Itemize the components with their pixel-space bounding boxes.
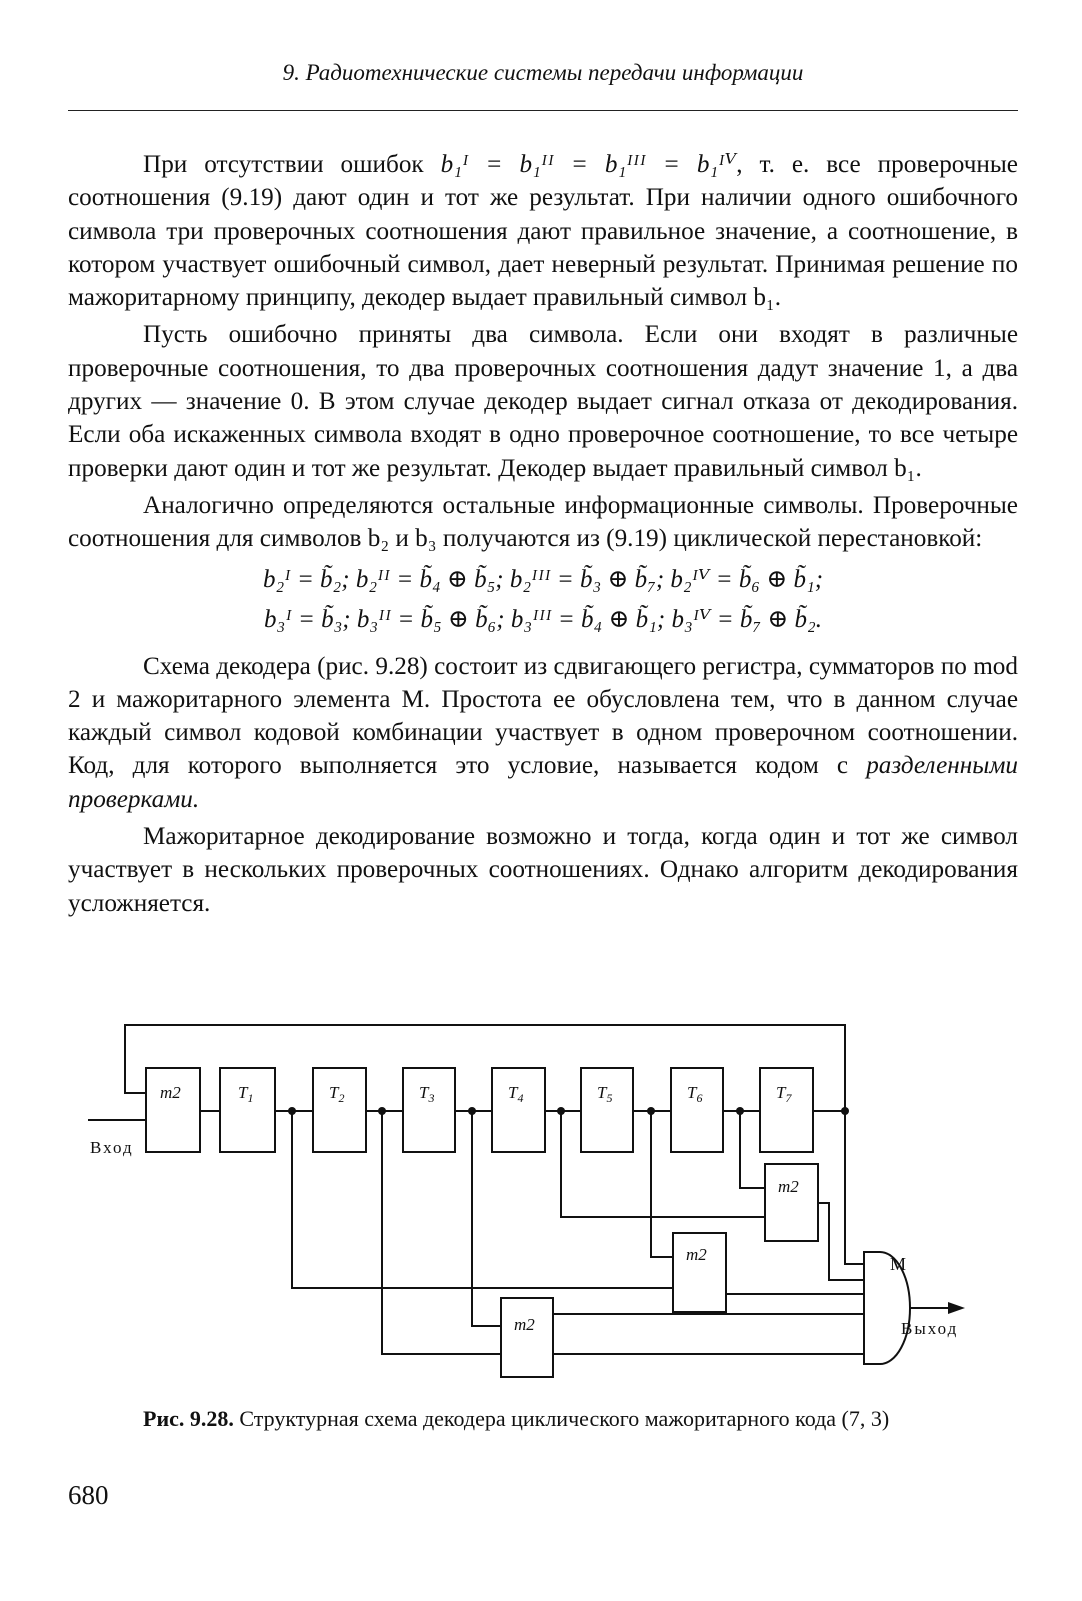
adder-3-label: m2 bbox=[514, 1315, 535, 1334]
input-adder-block bbox=[146, 1068, 200, 1152]
equation-block bbox=[68, 560, 1018, 640]
page-number: 680 bbox=[68, 1480, 109, 1510]
junction-dot bbox=[841, 1107, 849, 1115]
inline-equation: b₁ᴵ = b₁ᴵᴵ = b₁ᴵᴵᴵ = b₁ᴵⱽ bbox=[440, 151, 737, 178]
cell-label-t4: $T_4$ bbox=[508, 1083, 524, 1105]
paragraph-5: Мажоритарное декодирование возможно и тогда, когда один и тот же символ участвует в нескольких проверочных соотношениях. Однако алгоритм декодирования усложняется. bbox=[68, 823, 1018, 917]
caption-label: Рис. 9.28. bbox=[143, 1406, 234, 1431]
paragraph-3: Аналогично определяются остальные информационные символы. Проверочные соотношения для символов b₂ и b₃ получаются из (9.19) циклической перестановкой: bbox=[68, 491, 1018, 553]
register-cell-t7 bbox=[760, 1068, 813, 1152]
paragraph-4-text: Схема декодера (рис. 9.28) состоит из сдвигающего регистра, сумматоров по mod 2 и мажоритарного элемента М. Простота ее обусловлена тем, что в данном случае каждый символ кодовой комбинации участвует в одном проверочном соотношении. Код, для которого выполняется это условие, называется кодом с bbox=[68, 652, 1018, 780]
direct-b1-to-majority bbox=[845, 1111, 864, 1264]
junction-dot bbox=[647, 1107, 655, 1115]
junction-dot bbox=[468, 1107, 476, 1115]
running-head: 9. Радиотехнические системы передачи информации bbox=[282, 60, 804, 85]
output-label: Выход bbox=[901, 1319, 959, 1338]
junction-dot bbox=[378, 1107, 386, 1115]
cell-label-t2: $T_2$ bbox=[329, 1083, 345, 1105]
adder-1-label: m2 bbox=[778, 1177, 799, 1196]
paragraph-2: Пусть ошибочно приняты два символа. Если они входят в различные проверочные соотношения, то два проверочных соотношения дадут значение 1, а два других — значение 0. В этом случае декодер выдает сигнал отказа от декодирования. Если оба искаженных символа входят в одно проверочное соотношение, то все четыре проверки дают один и тот же результат. Декодер выдает правильный символ b₁. bbox=[68, 321, 1018, 482]
register-cell-t1 bbox=[220, 1068, 275, 1152]
caption-text: Структурная схема декодера циклического мажоритарного кода (7, 3) bbox=[233, 1406, 890, 1431]
adder-block-1 bbox=[765, 1164, 818, 1241]
adder-2-label: m2 bbox=[686, 1245, 707, 1264]
cell-label-t5: $T_5$ bbox=[597, 1083, 613, 1105]
junction-dot bbox=[288, 1107, 296, 1115]
header-rule bbox=[68, 110, 1018, 111]
decoder-diagram bbox=[68, 1018, 1018, 1388]
cell-label-t1: $T_1$ bbox=[238, 1083, 254, 1105]
input-label: Вход bbox=[90, 1138, 134, 1157]
paragraph-4 bbox=[68, 650, 1018, 816]
paragraph-1 bbox=[68, 148, 1018, 314]
cell-label-t7: $T_7$ bbox=[776, 1083, 792, 1105]
register-cell-t5 bbox=[581, 1068, 633, 1152]
output-arrowhead bbox=[948, 1302, 965, 1314]
paragraph-1-text-b: , т. е. все проверочные соотношения (9.19) дают один и тот же результат. При наличии одного ошибочного символа три проверочных соотношения дают правильное значение, а соотношение, в котором участвует ошибочный символ, дает неверный результат. Принимая решение по мажоритарному принципу, декодер выдает правильный символ b₁. bbox=[68, 151, 1018, 312]
cell-label-m2: m2 bbox=[160, 1083, 181, 1102]
majority-label: М bbox=[890, 1254, 907, 1274]
body-text bbox=[68, 148, 1018, 924]
register-cell-t6 bbox=[671, 1068, 723, 1152]
paragraph-4-italic-term: разделенными проверками. bbox=[68, 752, 1018, 813]
equation-line-1: b₂ᴵ = b̃₂; b₂ᴵᴵ = b̃₄ ⊕ b̃₅; b₂ᴵᴵᴵ = b̃₃ ⊕ b̃₇; b₂ᴵⱽ = b̃₆ ⊕ b̃₁; bbox=[262, 565, 824, 593]
cell-label-t6: $T_6$ bbox=[687, 1083, 703, 1105]
junction-dot bbox=[557, 1107, 565, 1115]
adder3-output bbox=[553, 1314, 864, 1326]
register-cell-t4 bbox=[492, 1068, 545, 1152]
adder1-output bbox=[818, 1203, 864, 1280]
register-cell-t3 bbox=[403, 1068, 455, 1152]
paragraph-1-text-a: При отсутствии ошибок bbox=[143, 151, 441, 178]
figure-caption bbox=[143, 1404, 943, 1434]
junction-dot bbox=[736, 1107, 744, 1115]
equation-line-2: b₃ᴵ = b̃₃; b₃ᴵᴵ = b̃₅ ⊕ b̃₆; b₃ᴵᴵᴵ = b̃₄ ⊕ b̃₁; b₃ᴵⱽ = b̃₇ ⊕ b̃₂. bbox=[264, 605, 822, 633]
tap-b4-to-adder2 bbox=[651, 1111, 673, 1257]
register-cell-t2 bbox=[313, 1068, 366, 1152]
decoder-diagram-svg bbox=[68, 1018, 1018, 1388]
cell-label-t3: $T_3$ bbox=[419, 1083, 435, 1105]
adder-block-3 bbox=[501, 1298, 553, 1377]
